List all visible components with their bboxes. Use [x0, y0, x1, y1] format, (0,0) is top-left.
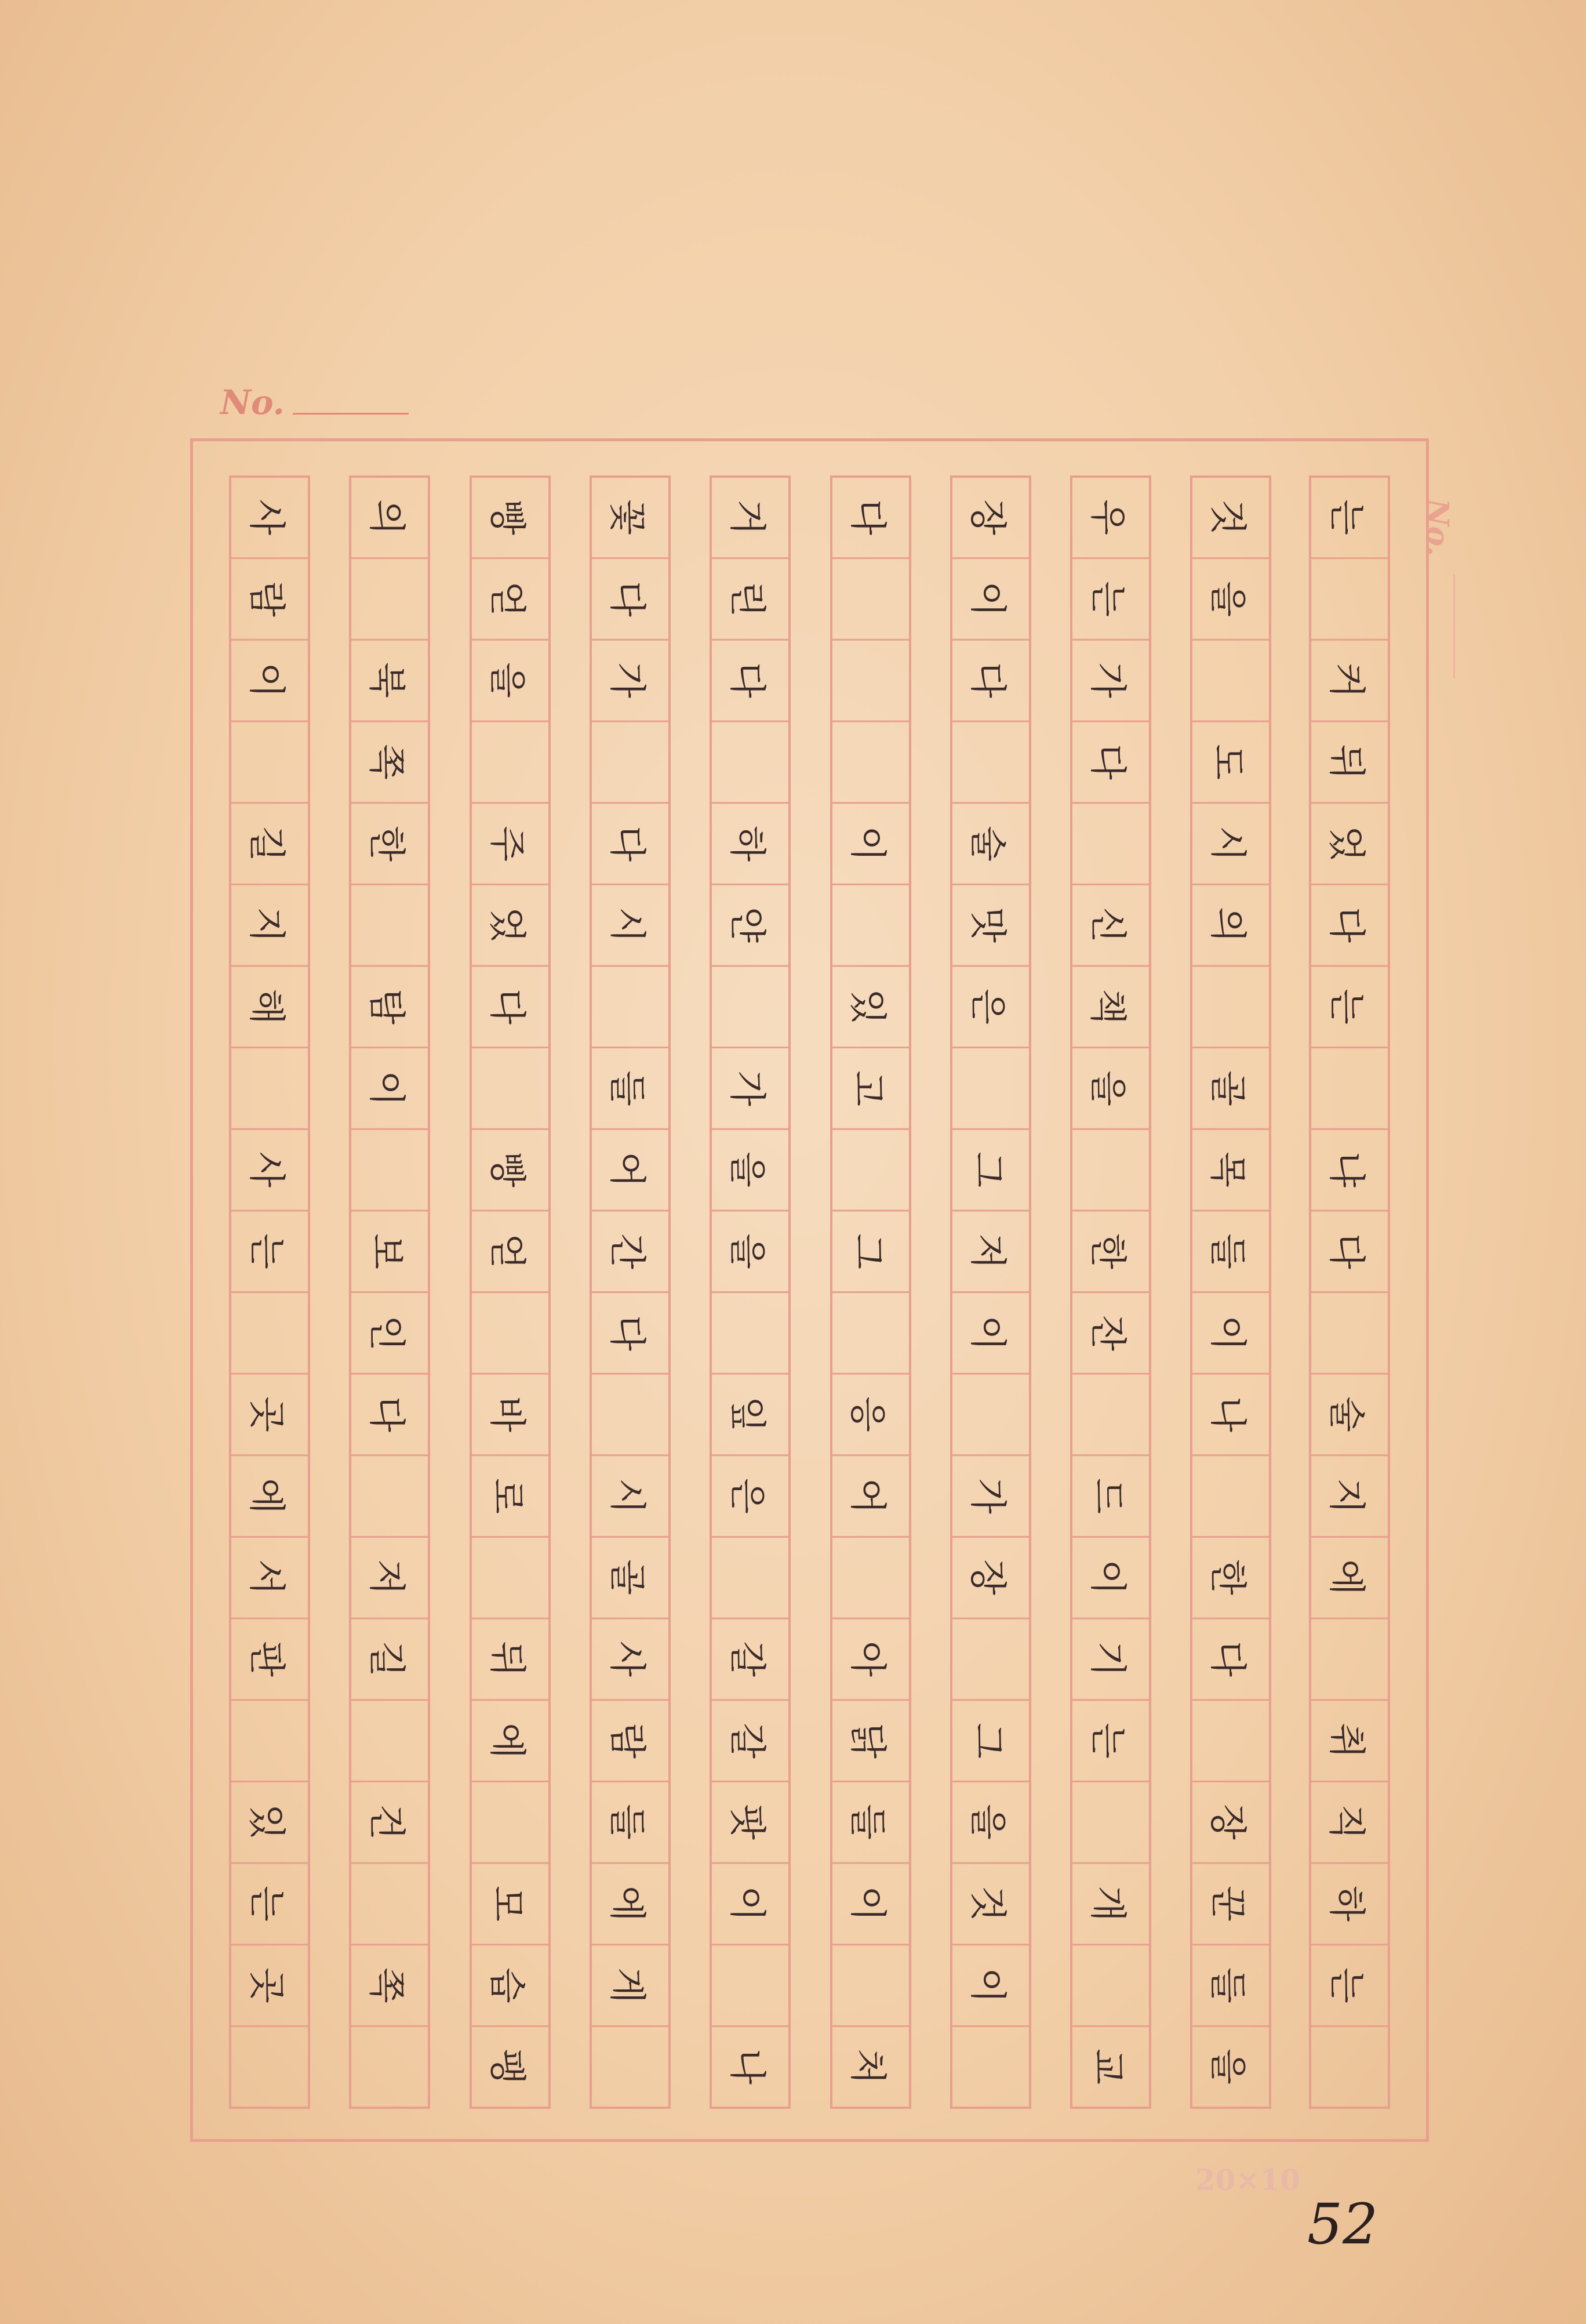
manuscript-character: 다	[846, 499, 889, 535]
manuscript-character: 취	[1325, 1722, 1367, 1759]
manuscript-character: 있	[245, 1804, 288, 1840]
manuscript-character: 갈	[725, 1641, 768, 1677]
manuscript-character: 쪽	[365, 1967, 408, 2003]
manuscript-character: 가	[725, 1070, 768, 1106]
manuscript-character: 들	[1206, 1233, 1249, 1269]
manuscript-character: 아	[846, 1641, 889, 1677]
manuscript-character: 잎	[725, 1396, 768, 1433]
manuscript-character: 나	[1206, 1396, 1249, 1433]
manuscript-character: 이	[1206, 1314, 1249, 1351]
manuscript-character: 한	[365, 825, 408, 862]
page-number: 52	[1307, 2192, 1378, 2257]
manuscript-character: 북	[365, 662, 408, 699]
manuscript-character: 모	[485, 1886, 528, 1922]
manuscript-character: 팟	[725, 1804, 768, 1840]
manuscript-character: 탐	[365, 988, 408, 1025]
manuscript-character: 는	[1325, 988, 1367, 1025]
manuscript-character: 이	[966, 1967, 1009, 2003]
manuscript-character: 신	[1086, 907, 1129, 943]
manuscript-character: 직	[1325, 1804, 1367, 1840]
manuscript-character: 는	[1325, 499, 1367, 535]
manuscript-character: 는	[245, 1233, 288, 1269]
manuscript-character: 드	[1086, 1477, 1129, 1514]
manuscript-character: 인	[365, 1314, 408, 1351]
manuscript-character: 얻	[485, 580, 528, 617]
manuscript-character: 람	[245, 580, 288, 617]
manuscript-character: 어	[846, 1477, 889, 1514]
manuscript-character: 을	[725, 1233, 768, 1269]
manuscript-character: 게	[605, 1967, 648, 2003]
manuscript-character: 닭	[846, 1722, 889, 1759]
manuscript-character: 어	[605, 1152, 648, 1188]
manuscript-character: 가	[1086, 662, 1129, 699]
manuscript-character: 사	[245, 1152, 288, 1188]
manuscript-character: 한	[1086, 1233, 1129, 1269]
manuscript-character: 지	[1325, 1477, 1367, 1514]
manuscript-character: 을	[1206, 2049, 1249, 2085]
manuscript-character: 팽	[485, 2049, 528, 2085]
manuscript-character: 냐	[1325, 1152, 1367, 1188]
manuscript-character: 는	[1086, 580, 1129, 617]
manuscript-character: 는	[1086, 1722, 1129, 1759]
manuscript-character: 한	[1206, 1559, 1249, 1596]
grid-size-label: 20×10	[1195, 2163, 1301, 2197]
manuscript-character: 해	[245, 988, 288, 1025]
manuscript-character: 다	[1086, 744, 1129, 780]
manuscript-character: 갈	[725, 1722, 768, 1759]
manuscript-character: 것	[1206, 499, 1249, 535]
manuscript-character: 사	[605, 1641, 648, 1677]
manuscript-character: 골	[605, 1559, 648, 1596]
manuscript-character: 그	[846, 1233, 889, 1269]
manuscript-character: 주	[485, 825, 528, 862]
manuscript-character: 저	[966, 1233, 1009, 1269]
manuscript-character: 개	[1086, 1886, 1129, 1922]
manuscript-character: 는	[1325, 1967, 1367, 2003]
manuscript-character: 은	[725, 1477, 768, 1514]
manuscript-character: 하	[1325, 1886, 1367, 1922]
manuscript-character: 장	[1206, 1804, 1249, 1840]
manuscript-character: 이	[365, 1070, 408, 1106]
manuscript-character: 을	[966, 1804, 1009, 1840]
manuscript-character: 다	[1325, 1233, 1367, 1269]
manuscript-character: 저	[365, 1559, 408, 1596]
manuscript-character: 나	[725, 2049, 768, 2085]
manuscript-character: 골	[1206, 1070, 1249, 1106]
manuscript-character: 판	[245, 1641, 288, 1677]
manuscript-character: 바	[485, 1396, 528, 1433]
manuscript-character: 있	[846, 988, 889, 1025]
manuscript-character: 이	[966, 580, 1009, 617]
manuscript-character: 처	[846, 2049, 889, 2085]
manuscript-character: 은	[966, 988, 1009, 1025]
manuscript-character: 커	[1325, 662, 1367, 699]
manuscript-character: 길	[365, 1641, 408, 1677]
manuscript-character: 다	[1206, 1641, 1249, 1677]
manuscript-character: 뒤	[485, 1641, 528, 1677]
manuscript-character: 간	[605, 1233, 648, 1269]
manuscript-character: 의	[365, 499, 408, 535]
manuscript-character: 그	[966, 1722, 1009, 1759]
manuscript-character: 을	[485, 662, 528, 699]
manuscript-character: 이	[1086, 1559, 1129, 1596]
manuscript-character: 에	[245, 1477, 288, 1514]
manuscript-character: 길	[245, 825, 288, 862]
manuscript-character: 기	[1086, 1641, 1129, 1677]
manuscript-character: 장	[966, 1559, 1009, 1596]
manuscript-character: 꽃	[605, 499, 648, 535]
manuscript-character: 교	[1086, 2049, 1129, 2085]
manuscript-character: 는	[245, 1886, 288, 1922]
manuscript-character: 빵	[485, 1152, 528, 1188]
manuscript-character: 거	[725, 499, 768, 535]
manuscript-character: 었	[1325, 825, 1367, 862]
manuscript-character: 다	[485, 988, 528, 1025]
manuscript-character: 보	[365, 1233, 408, 1269]
manuscript-character: 우	[1086, 499, 1129, 535]
manuscript-character: 들	[605, 1070, 648, 1106]
manuscript-character: 다	[605, 1314, 648, 1351]
manuscript-character: 이	[846, 825, 889, 862]
manuscript-character: 을	[1206, 580, 1249, 617]
manuscript-character: 지	[245, 907, 288, 943]
manuscript-character: 빵	[485, 499, 528, 535]
manuscript-character: 을	[725, 1152, 768, 1188]
manuscript-character: 가	[966, 1477, 1009, 1514]
manuscript-character: 책	[1086, 988, 1129, 1025]
manuscript-character: 들	[605, 1804, 648, 1840]
manuscript-character: 에	[605, 1886, 648, 1922]
manuscript-character: 시	[605, 907, 648, 943]
manuscript-character: 시	[605, 1477, 648, 1514]
manuscript-character: 에	[485, 1722, 528, 1759]
manuscript-character: 이	[846, 1886, 889, 1922]
manuscript-character: 시	[1206, 825, 1249, 862]
manuscript-character: 다	[365, 1396, 408, 1433]
manuscript-character: 쪽	[365, 744, 408, 780]
manuscript-character: 곳	[245, 1396, 288, 1433]
manuscript-character: 다	[605, 580, 648, 617]
manuscript-character: 습	[485, 1967, 528, 2003]
manuscript-character: 린	[725, 580, 768, 617]
manuscript-character: 맛	[966, 907, 1009, 943]
manuscript-character: 다	[1325, 907, 1367, 943]
manuscript-character: 을	[1086, 1070, 1129, 1106]
manuscript-character: 다	[966, 662, 1009, 699]
manuscript-character: 람	[605, 1722, 648, 1759]
manuscript-character: 다	[725, 662, 768, 699]
manuscript-character: 꾼	[1206, 1886, 1249, 1922]
number-label: No.	[220, 383, 285, 422]
manuscript-character: 에	[1325, 1559, 1367, 1596]
manuscript-character: 도	[1206, 744, 1249, 780]
manuscript-character: 그	[966, 1152, 1009, 1188]
manuscript-character: 얀	[725, 907, 768, 943]
manuscript-character: 의	[1206, 907, 1249, 943]
manuscript-character: 이	[966, 1314, 1009, 1351]
manuscript-character: 사	[245, 499, 288, 535]
manuscript-character: 응	[846, 1396, 889, 1433]
manuscript-character: 로	[485, 1477, 528, 1514]
manuscript-character: 들	[1206, 1967, 1249, 2003]
manuscript-character: 건	[365, 1804, 408, 1840]
side-number-label: No.	[1420, 499, 1455, 557]
manuscript-character: 것	[966, 1886, 1009, 1922]
manuscript-character: 얻	[485, 1233, 528, 1269]
manuscript-character: 이	[725, 1886, 768, 1922]
manuscript-character: 술	[1325, 1396, 1367, 1433]
manuscript-character: 고	[846, 1070, 889, 1106]
manuscript-character: 이	[245, 662, 288, 699]
manuscript-character: 었	[485, 907, 528, 943]
manuscript-character: 다	[605, 825, 648, 862]
manuscript-character: 서	[245, 1559, 288, 1596]
manuscript-character: 곳	[245, 1967, 288, 2003]
manuscript-character: 잔	[1086, 1314, 1129, 1351]
manuscript-character: 목	[1206, 1152, 1249, 1188]
manuscript-character: 하	[725, 825, 768, 862]
manuscript-character: 장	[966, 499, 1009, 535]
manuscript-character: 뒤	[1325, 744, 1367, 780]
manuscript-character: 가	[605, 662, 648, 699]
manuscript-character: 들	[846, 1804, 889, 1840]
manuscript-character: 술	[966, 825, 1009, 862]
